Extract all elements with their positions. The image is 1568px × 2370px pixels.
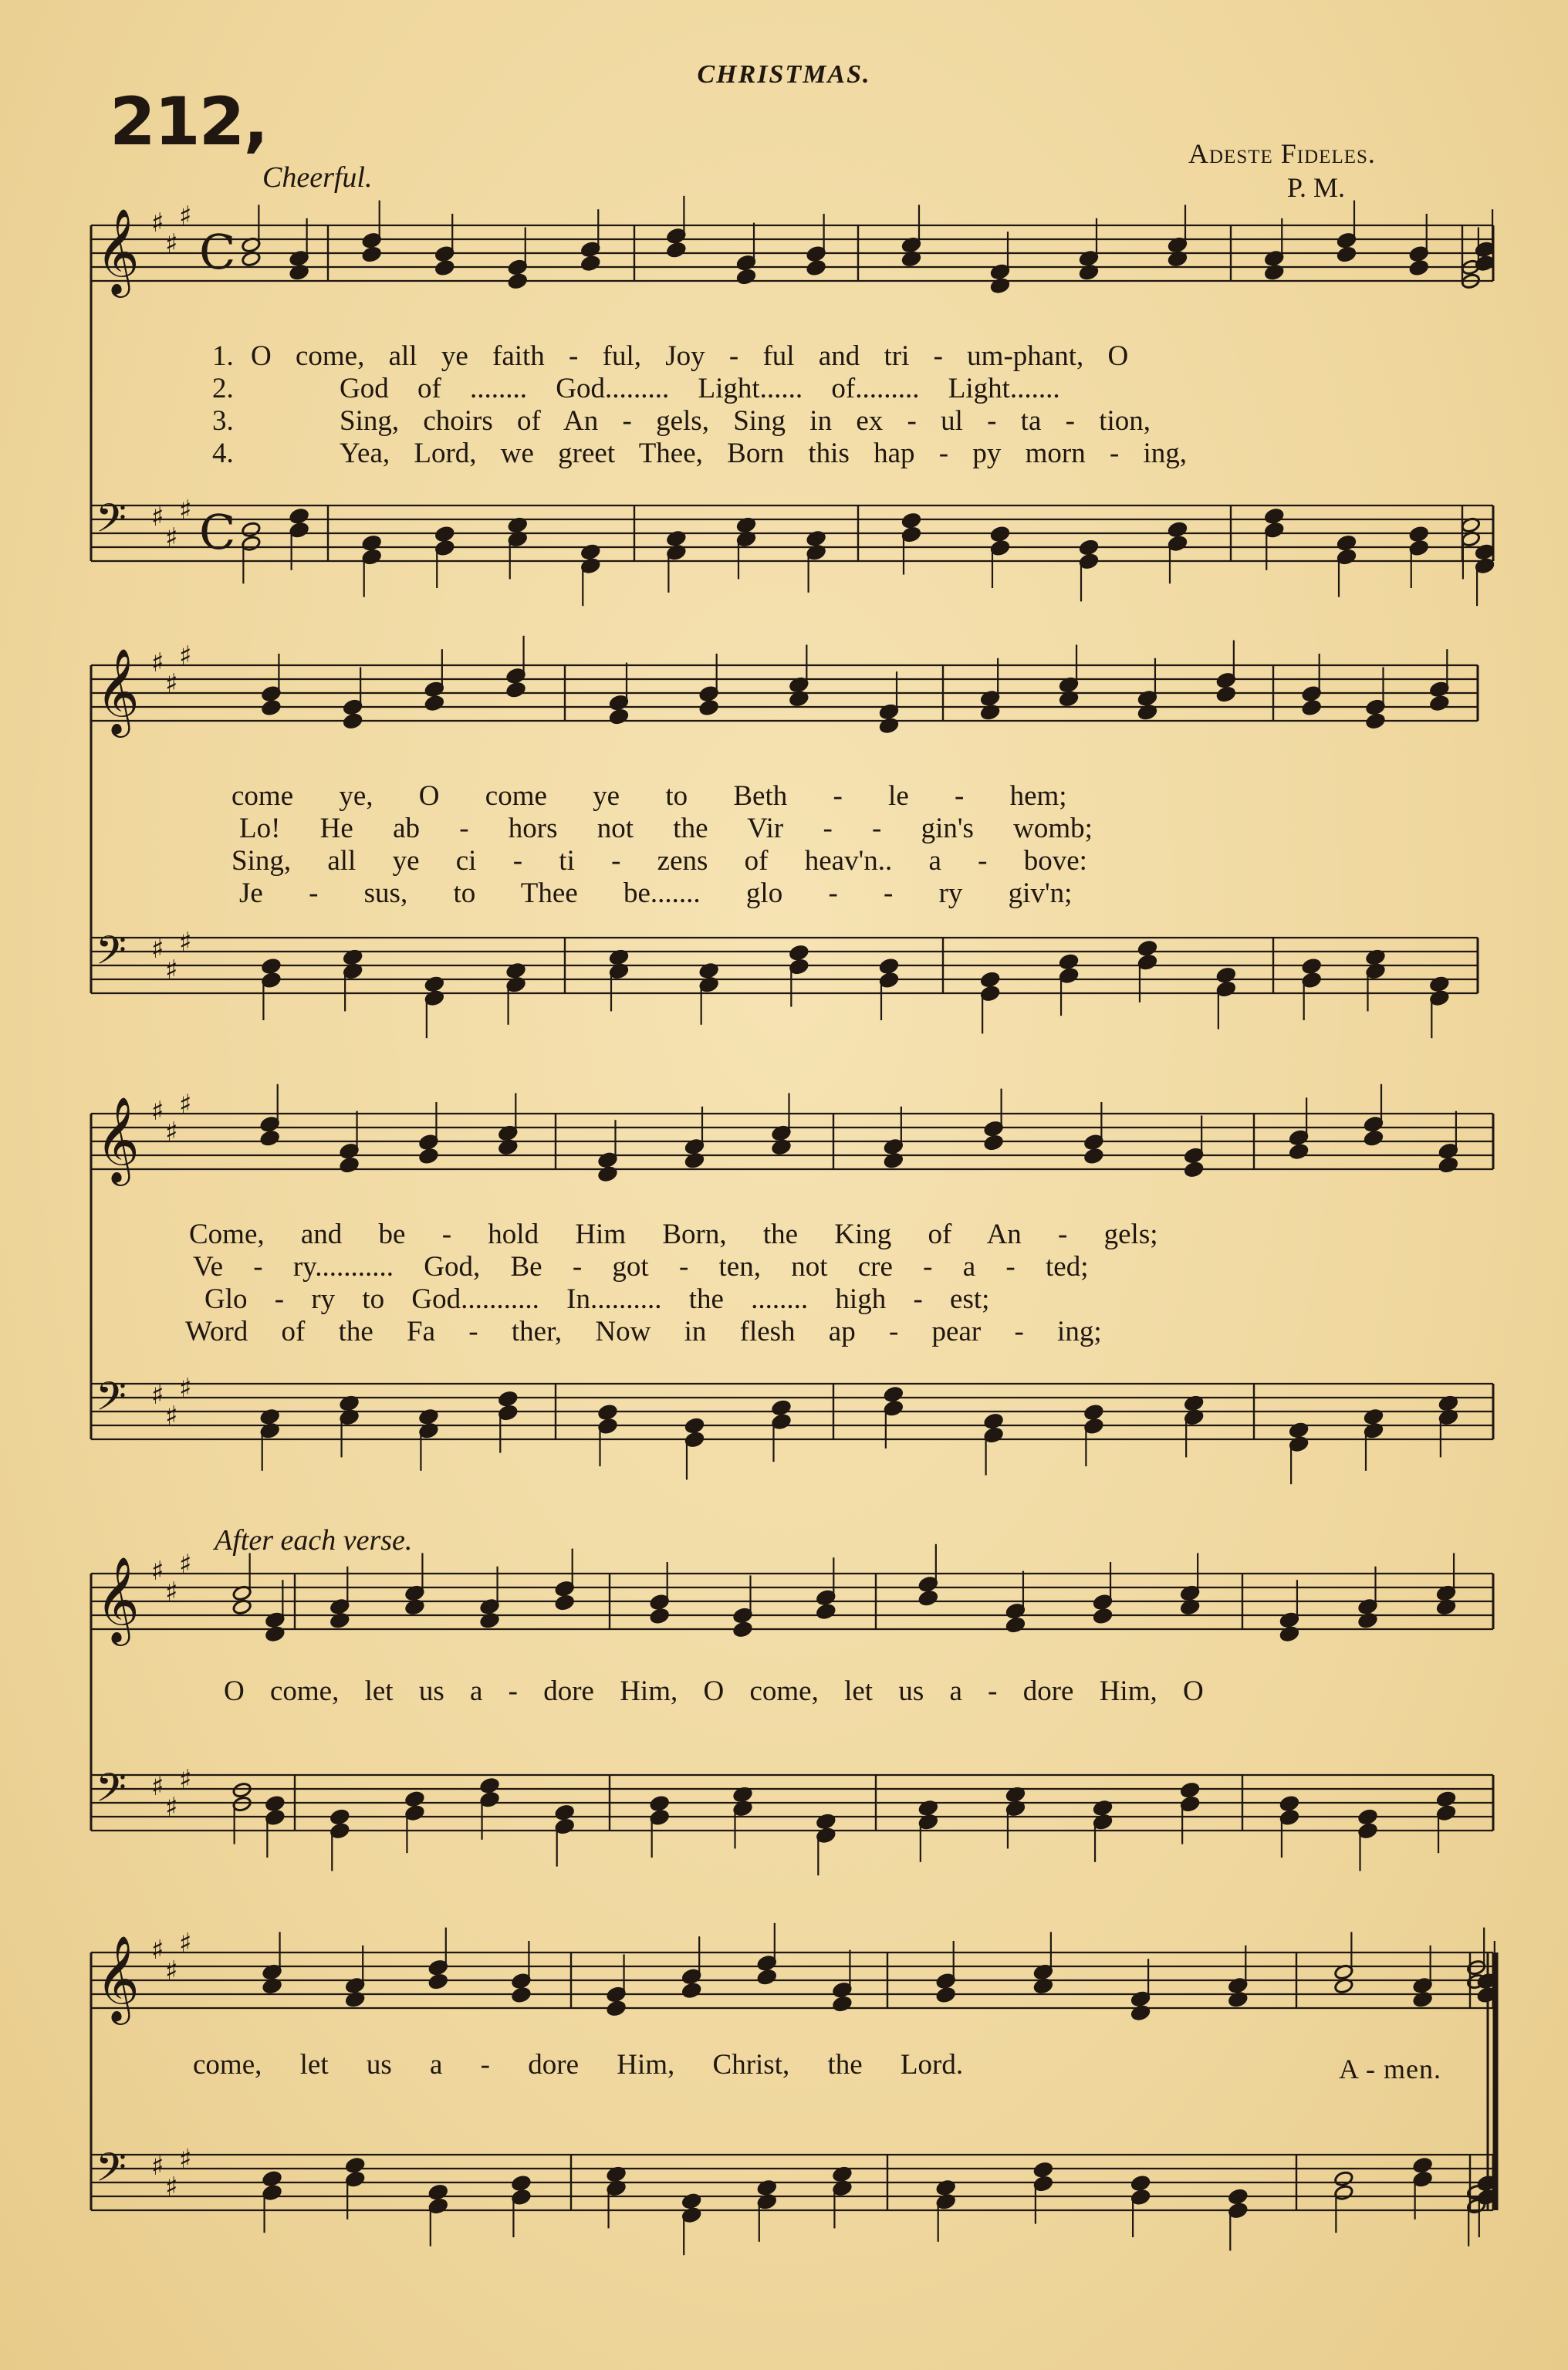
- bass-clef-icon: 𝄢: [96, 927, 127, 983]
- note-head: [984, 1413, 1004, 1430]
- sharp-icon: ♯: [179, 1764, 192, 1795]
- note-head: [884, 1386, 904, 1403]
- lyric-line: Yea, Lord, we greet Thee, Born this hap - py morn - ing,: [340, 438, 1188, 469]
- sharp-icon: ♯: [179, 1373, 192, 1404]
- note-head: [498, 1391, 518, 1408]
- note-head: [733, 1621, 753, 1638]
- note-head: [598, 1165, 618, 1182]
- note-head: [329, 1809, 350, 1826]
- sharp-icon: ♯: [165, 228, 178, 259]
- sharp-icon: ♯: [151, 208, 164, 238]
- verse-number: 4.: [212, 438, 234, 469]
- sharp-icon: ♯: [179, 927, 192, 958]
- note-head: [241, 521, 261, 538]
- note-head: [1302, 699, 1322, 716]
- note-head: [1005, 1617, 1026, 1634]
- note-head: [1358, 1809, 1378, 1826]
- note-head: [736, 269, 756, 286]
- note-head: [1364, 1130, 1384, 1147]
- note-head: [879, 717, 899, 734]
- lyric-line: Je - sus, to Thee be....... glo - - ry giv'n;: [239, 877, 1073, 909]
- note-head: [260, 1130, 280, 1147]
- note-head: [1436, 1790, 1456, 1807]
- note-head: [806, 259, 826, 276]
- chorus-marking: After each verse.: [215, 1524, 413, 1557]
- lyric-line: Come, and be - hold Him Born, the King of An - gels;: [189, 1219, 1158, 1250]
- note-head: [789, 945, 809, 962]
- sharp-icon: ♯: [165, 522, 178, 553]
- sharp-icon: ♯: [151, 934, 164, 965]
- bass-clef-icon: 𝄢: [96, 2144, 127, 2200]
- note-head: [580, 255, 600, 272]
- note-head: [555, 1804, 575, 1821]
- note-head: [1302, 958, 1322, 975]
- note-head: [1475, 543, 1495, 560]
- note-head: [289, 508, 309, 525]
- sharp-icon: ♯: [165, 1117, 178, 1148]
- note-head: [1033, 2162, 1053, 2179]
- sharp-icon: ♯: [165, 1401, 178, 1432]
- sharp-icon: ♯: [151, 1771, 164, 1802]
- section-title: CHRISTMAS.: [697, 60, 871, 89]
- note-head: [1130, 2175, 1151, 2192]
- sharp-icon: ♯: [151, 1380, 164, 1411]
- note-head: [1279, 1795, 1299, 1812]
- note-head: [990, 277, 1010, 294]
- note-head: [650, 1795, 670, 1812]
- note-head: [681, 1982, 701, 1999]
- note-head: [1264, 508, 1284, 525]
- treble-clef-icon: 𝄞: [96, 208, 140, 294]
- note-head: [990, 526, 1010, 543]
- sharp-icon: ♯: [179, 201, 192, 232]
- bass-clef-icon: 𝄢: [96, 1373, 127, 1429]
- note-head: [1429, 695, 1449, 712]
- note-head: [607, 2000, 627, 2017]
- hymn-number: 212,: [110, 83, 268, 161]
- note-head: [699, 699, 719, 716]
- note-head: [1333, 2170, 1353, 2187]
- sharp-icon: ♯: [179, 1089, 192, 1120]
- sharp-icon: ♯: [165, 955, 178, 986]
- sharp-icon: ♯: [151, 1096, 164, 1127]
- lyric-line: Sing, choirs of An - gels, Sing in ex - ul - ta - tion,: [340, 405, 1151, 437]
- treble-clef-icon: 𝄞: [96, 1556, 140, 1642]
- note-head: [1079, 539, 1099, 556]
- note-head: [1216, 967, 1236, 984]
- note-head: [901, 512, 921, 529]
- note-head: [1168, 521, 1188, 538]
- sharp-icon: ♯: [179, 2144, 192, 2175]
- verse-number: 1.: [212, 340, 234, 372]
- refrain-line: come, let us a - dore Him, Christ, the Lord.: [193, 2049, 964, 2081]
- note-head: [362, 246, 382, 263]
- note-head: [1130, 2004, 1151, 2021]
- amen-text: A - men.: [1339, 2054, 1441, 2084]
- verse-number: 2.: [212, 373, 234, 404]
- note-head: [345, 2157, 365, 2174]
- tempo-marking: Cheerful.: [262, 161, 373, 194]
- note-head: [1180, 1782, 1200, 1799]
- note-head: [1409, 259, 1429, 276]
- note-head: [428, 2184, 448, 2201]
- meter: P. M.: [1287, 172, 1346, 203]
- note-head: [265, 1795, 285, 1812]
- note-head: [434, 259, 455, 276]
- note-head: [1429, 975, 1449, 992]
- note-head: [650, 1608, 670, 1625]
- note-head: [684, 1418, 705, 1435]
- note-head: [1366, 713, 1386, 730]
- note-head: [265, 1625, 285, 1642]
- note-head: [340, 1157, 360, 1174]
- note-head: [598, 1404, 618, 1421]
- bass-clef-icon: 𝄢: [96, 1764, 127, 1821]
- note-head: [232, 1782, 252, 1799]
- verse-number: 3.: [212, 405, 234, 437]
- note-head: [1409, 526, 1429, 543]
- sharp-icon: ♯: [151, 647, 164, 678]
- note-head: [879, 958, 899, 975]
- lyric-line: come ye, O come ye to Beth - le - hem;: [231, 780, 1067, 812]
- note-head: [816, 1603, 836, 1620]
- note-head: [1083, 1148, 1103, 1165]
- note-head: [405, 1790, 425, 1807]
- note-head: [980, 972, 1000, 989]
- note-head: [666, 242, 686, 259]
- note-head: [1279, 1625, 1299, 1642]
- note-head: [1228, 2189, 1248, 2206]
- note-head: [1184, 1161, 1204, 1178]
- refrain-line: O come, let us a - dore Him, O come, let us a - dore Him, O: [224, 1675, 1204, 1707]
- note-head: [262, 958, 282, 975]
- note-head: [1289, 1143, 1309, 1160]
- note-head: [428, 1973, 448, 1990]
- note-head: [512, 1986, 532, 2003]
- sharp-icon: ♯: [165, 2172, 178, 2203]
- lyric-line: Glo - ry to God........... In.......... the ........ high - est;: [204, 1283, 990, 1315]
- note-head: [1093, 1608, 1113, 1625]
- sharp-icon: ♯: [151, 2151, 164, 2182]
- note-head: [1337, 246, 1357, 263]
- note-head: [833, 1996, 853, 2013]
- lyric-line: Lo! He ab - hors not the Vir - - gin's womb;: [239, 813, 1093, 844]
- note-head: [1216, 686, 1236, 703]
- sharp-icon: ♯: [165, 1792, 178, 1823]
- sharp-icon: ♯: [151, 502, 164, 532]
- note-head: [480, 1777, 500, 1794]
- note-head: [1289, 1422, 1309, 1439]
- note-head: [419, 1148, 439, 1165]
- lyric-line: O come, all ye faith - ful, Joy - ful and tri - um-phant, O: [251, 340, 1129, 372]
- treble-clef-icon: 𝄞: [96, 647, 140, 734]
- note-head: [816, 1813, 836, 1830]
- note-head: [1413, 2157, 1433, 2174]
- note-head: [508, 273, 528, 290]
- note-head: [984, 1134, 1004, 1151]
- bass-clef-icon: 𝄢: [96, 495, 127, 551]
- note-head: [936, 1986, 956, 2003]
- note-head: [609, 708, 629, 725]
- common-time-icon: C: [199, 224, 236, 280]
- sharp-icon: ♯: [151, 1935, 164, 1966]
- note-head: [1438, 1157, 1458, 1174]
- note-head: [681, 2193, 701, 2209]
- sharp-icon: ♯: [179, 1928, 192, 1959]
- note-head: [362, 535, 382, 552]
- note-head: [1137, 940, 1157, 957]
- note-head: [424, 695, 444, 712]
- sharp-icon: ♯: [165, 668, 178, 699]
- treble-clef-icon: 𝄞: [96, 1935, 140, 2021]
- sharp-icon: ♯: [165, 1956, 178, 1986]
- note-head: [1337, 535, 1357, 552]
- lyric-line: God of ........ God......... Light...... of......... Light.......: [340, 373, 1060, 404]
- sharp-icon: ♯: [179, 641, 192, 671]
- note-head: [506, 681, 526, 698]
- note-head: [512, 2175, 532, 2192]
- lyric-line: Ve - ry........... God, Be - got - ten, not cre - a - ted;: [193, 1251, 1089, 1283]
- treble-clef-icon: 𝄞: [96, 1096, 140, 1182]
- note-head: [1083, 1404, 1103, 1421]
- note-head: [434, 526, 455, 543]
- note-head: [262, 699, 282, 716]
- sharp-icon: ♯: [179, 1549, 192, 1580]
- sharp-icon: ♯: [151, 1556, 164, 1587]
- common-time-icon: C: [199, 504, 236, 560]
- note-head: [757, 1969, 777, 1986]
- note-head: [343, 713, 363, 730]
- lyric-line: Word of the Fa - ther, Now in flesh ap - pear - ing;: [185, 1316, 1102, 1347]
- lyric-line: Sing, all ye ci - ti - zens of heav'n.. a - bove:: [231, 845, 1087, 877]
- note-head: [918, 1590, 938, 1607]
- note-head: [1059, 953, 1079, 970]
- note-head: [262, 2170, 282, 2187]
- sharp-icon: ♯: [165, 1577, 178, 1608]
- tune-name: Adeste Fideles.: [1188, 138, 1376, 169]
- note-head: [555, 1594, 575, 1611]
- note-head: [424, 975, 444, 992]
- sharp-icon: ♯: [179, 495, 192, 526]
- note-head: [580, 543, 600, 560]
- note-head: [772, 1399, 792, 1416]
